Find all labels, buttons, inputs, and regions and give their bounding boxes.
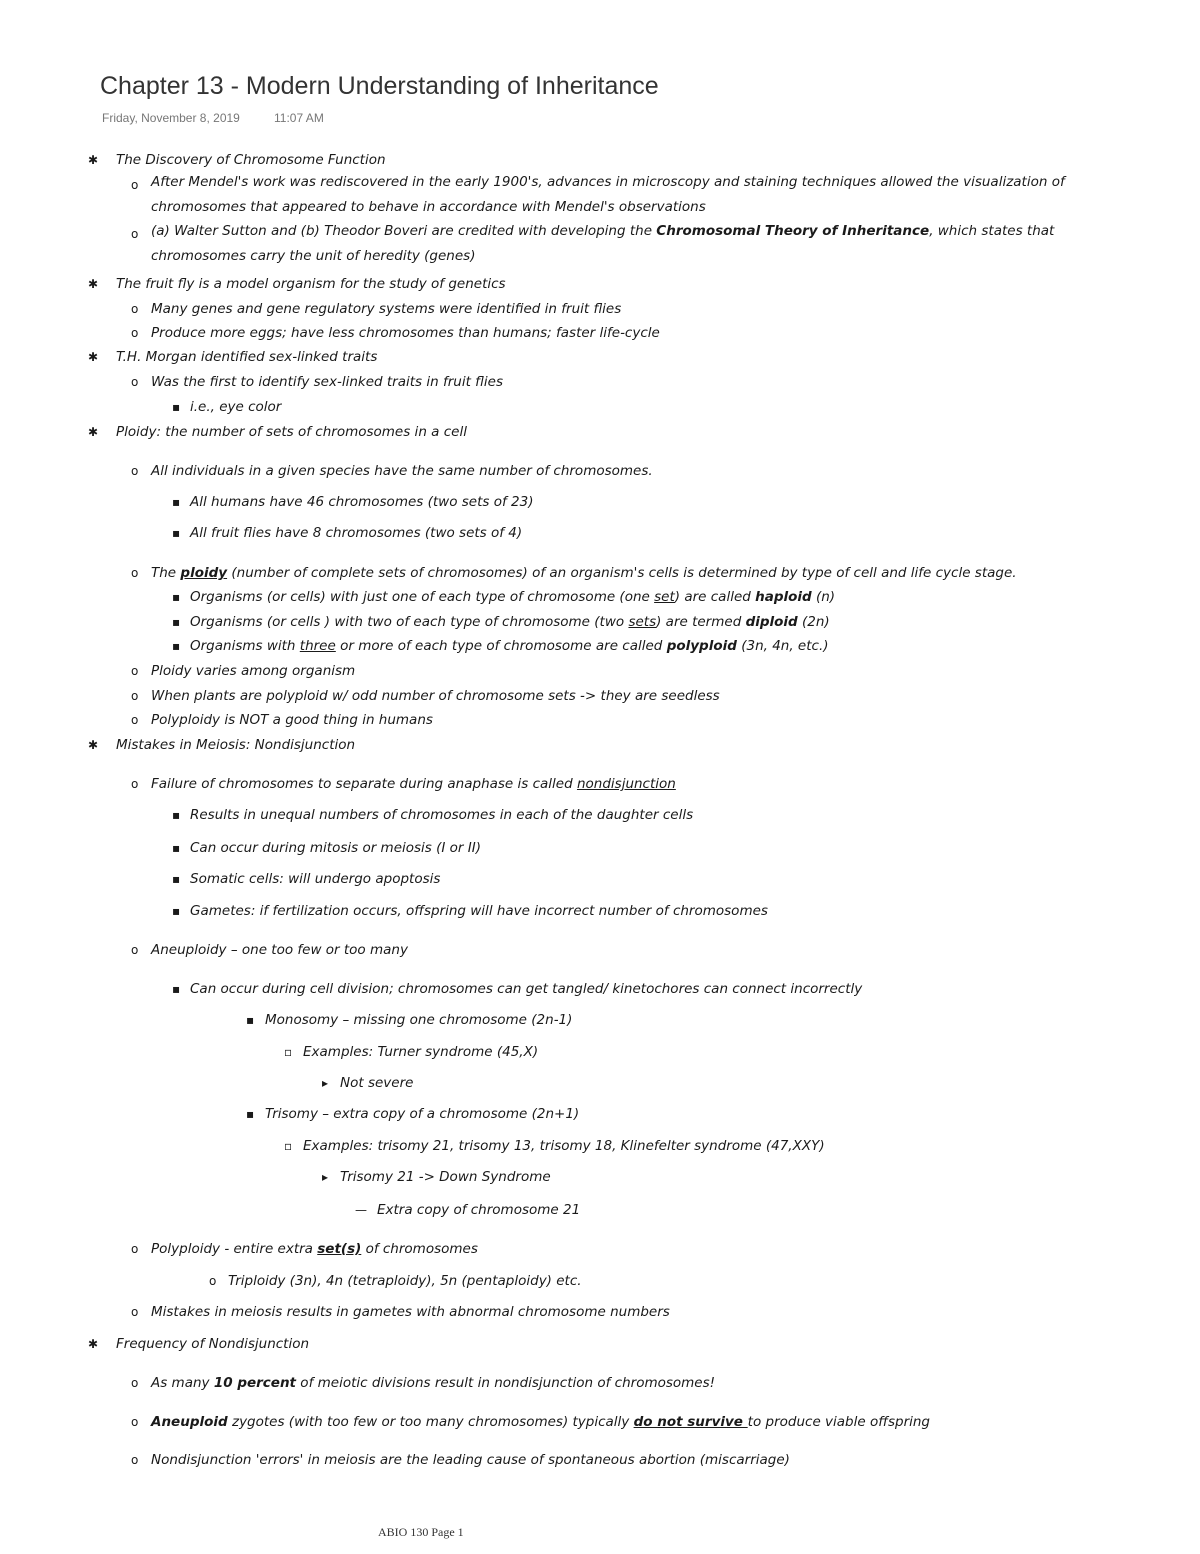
note-not-good: Polyploidy is NOT a good thing in humans: [151, 712, 433, 728]
bullet-l2: o: [131, 1453, 139, 1467]
bullet-l2: o: [131, 1242, 139, 1256]
bullet-l5: ▸: [322, 1170, 329, 1184]
bullet-l2: o: [131, 689, 139, 703]
bullet-l2: o: [131, 713, 139, 727]
note-failure: Failure of chromosomes to separate during anaphase is called nondisjunction: [151, 776, 676, 792]
note-ploidy-varies: Ploidy varies among organism: [151, 663, 356, 679]
bullet-l2: o: [131, 1376, 139, 1390]
bullet-l3: ▪: [172, 400, 181, 414]
note-cell-division: Can occur during cell division; chromosomes can get tangled/ kinetochores can connect incorrectly: [190, 981, 863, 997]
bullet-l2: o: [131, 178, 139, 192]
bullet-l3: ▪: [172, 904, 181, 918]
note-unequal: Results in unequal numbers of chromosomes in each of the daughter cells: [190, 807, 694, 823]
note-time: 11:07 AM: [274, 111, 324, 125]
heading-mistakes: Mistakes in Meiosis: Nondisjunction: [116, 737, 356, 753]
note-extra-21: Extra copy of chromosome 21: [377, 1202, 581, 1218]
note-turner: Examples: Turner syndrome (45,X): [303, 1044, 539, 1060]
bullet-l3: ▪: [172, 526, 181, 540]
note-triploidy: Triploidy (3n), 4n (tetraploidy), 5n (pentaploidy) etc.: [228, 1273, 582, 1289]
bullet-l1: ✱: [88, 277, 99, 291]
note-haploid: Organisms (or cells) with just one of each type of chromosome (one set) are called haploid (n): [190, 589, 836, 605]
note-eye-color: i.e., eye color: [190, 399, 282, 415]
note-ten-percent: As many 10 percent of meiotic divisions result in nondisjunction of chromosomes!: [151, 1375, 716, 1391]
note-many-genes: Many genes and gene regulatory systems were identified in fruit flies: [151, 301, 622, 317]
note-plants: When plants are polyploid w/ odd number of chromosome sets -> they are seedless: [151, 688, 720, 704]
bullet-l2: o: [131, 302, 139, 316]
bullet-l3: ▪: [246, 1107, 255, 1121]
bullet-l2: o: [131, 326, 139, 340]
bullet-l2: o: [131, 566, 139, 580]
note-somatic: Somatic cells: will undergo apoptosis: [190, 871, 441, 887]
bullet-l1: ✱: [88, 425, 99, 439]
note-aneuploidy: Aneuploidy – one too few or too many: [151, 942, 408, 958]
note-monosomy: Monosomy – missing one chromosome (2n-1): [265, 1012, 573, 1028]
heading-fruit-fly: The fruit fly is a model organism for the study of genetics: [116, 276, 506, 292]
note-after-mendel: After Mendel's work was rediscovered in the early 1900's, advances in microscopy and staining techniques allowed the visualization of chromosomes that appeared to behave in accordance with Mendel's observations: [151, 174, 1065, 215]
heading-discovery: The Discovery of Chromosome Function: [116, 152, 386, 168]
bullet-l1: ✱: [88, 1337, 99, 1351]
bullet-l3: ▪: [172, 495, 181, 509]
note-first: Was the first to identify sex-linked traits in fruit flies: [151, 374, 503, 390]
note-flies: All fruit flies have 8 chromosomes (two sets of 4): [190, 525, 523, 541]
note-aneuploid-zygotes: Aneuploid zygotes (with too few or too many chromosomes) typically do not survive to produce viable offspring: [151, 1414, 931, 1430]
bullet-l1: ✱: [88, 153, 99, 167]
bullet-l3: ▪: [172, 615, 181, 629]
heading-frequency: Frequency of Nondisjunction: [116, 1336, 310, 1352]
heading-ploidy: Ploidy: the number of sets of chromosomes in a cell: [116, 424, 467, 440]
bullet-l5: ▸: [322, 1076, 329, 1090]
page-title: Chapter 13 - Modern Understanding of Inheritance: [100, 72, 659, 100]
note-diploid: Organisms (or cells ) with two of each type of chromosome (two sets) are termed diploid (2n): [190, 614, 830, 630]
note-ploidy-definition: The ploidy (number of complete sets of chromosomes) of an organism's cells is determined by type of cell and life cycle stage.: [151, 565, 1017, 581]
bullet-l3: ▪: [172, 982, 181, 996]
heading-morgan: T.H. Morgan identified sex-linked traits: [116, 349, 378, 365]
bullet-l2: o: [131, 464, 139, 478]
bullet-l3: ▪: [172, 841, 181, 855]
bullet-l6: —: [355, 1203, 367, 1217]
bullet-l3: ▪: [172, 639, 181, 653]
bullet-l4: ▫: [284, 1045, 293, 1059]
bullet-l2: o: [131, 227, 139, 241]
note-all-individuals: All individuals in a given species have the same number of chromosomes.: [151, 463, 653, 479]
page-footer: ABIO 130 Page 1: [378, 1525, 464, 1539]
bullet-l2: o: [131, 777, 139, 791]
bullet-l2: o: [131, 1305, 139, 1319]
note-can-occur: Can occur during mitosis or meiosis (I or II): [190, 840, 482, 856]
bullet-l3: ▪: [172, 872, 181, 886]
bullet-l3: ▪: [172, 808, 181, 822]
note-not-severe: Not severe: [340, 1075, 414, 1091]
note-polyploid: Organisms with three or more of each type of chromosome are called polyploid (3n, 4n, etc.): [190, 638, 829, 654]
note-abnormal: Mistakes in meiosis results in gametes with abnormal chromosome numbers: [151, 1304, 670, 1320]
bullet-l2: o: [131, 664, 139, 678]
bullet-l1: ✱: [88, 738, 99, 752]
bullet-l2: o: [131, 375, 139, 389]
bullet-l2: o: [131, 1415, 139, 1429]
note-polyploidy: Polyploidy - entire extra set(s) of chromosomes: [151, 1241, 478, 1257]
note-trisomy: Trisomy – extra copy of a chromosome (2n+1): [265, 1106, 580, 1122]
note-produce: Produce more eggs; have less chromosomes than humans; faster life-cycle: [151, 325, 660, 341]
bullet-l3: ▪: [172, 590, 181, 604]
note-sutton-boveri: (a) Walter Sutton and (b) Theodor Boveri are credited with developing the Chromosomal Theory of Inheritance, which states that chromosomes carry the unit of heredity (genes): [151, 223, 1055, 264]
note-humans: All humans have 46 chromosomes (two sets of 23): [190, 494, 534, 510]
bullet-l2: o: [131, 943, 139, 957]
bullet-l4: ▫: [284, 1139, 293, 1153]
bullet-l3: ▪: [246, 1013, 255, 1027]
note-errors: Nondisjunction 'errors' in meiosis are the leading cause of spontaneous abortion (miscarriage): [151, 1452, 790, 1468]
note-down-syndrome: Trisomy 21 -> Down Syndrome: [340, 1169, 551, 1185]
note-gametes: Gametes: if fertilization occurs, offspring will have incorrect number of chromosomes: [190, 903, 768, 919]
bullet-l1: ✱: [88, 350, 99, 364]
bullet-l2: o: [209, 1274, 217, 1288]
note-date: Friday, November 8, 2019: [102, 111, 240, 125]
note-trisomy-examples: Examples: trisomy 21, trisomy 13, trisomy 18, Klinefelter syndrome (47,XXY): [303, 1138, 825, 1154]
